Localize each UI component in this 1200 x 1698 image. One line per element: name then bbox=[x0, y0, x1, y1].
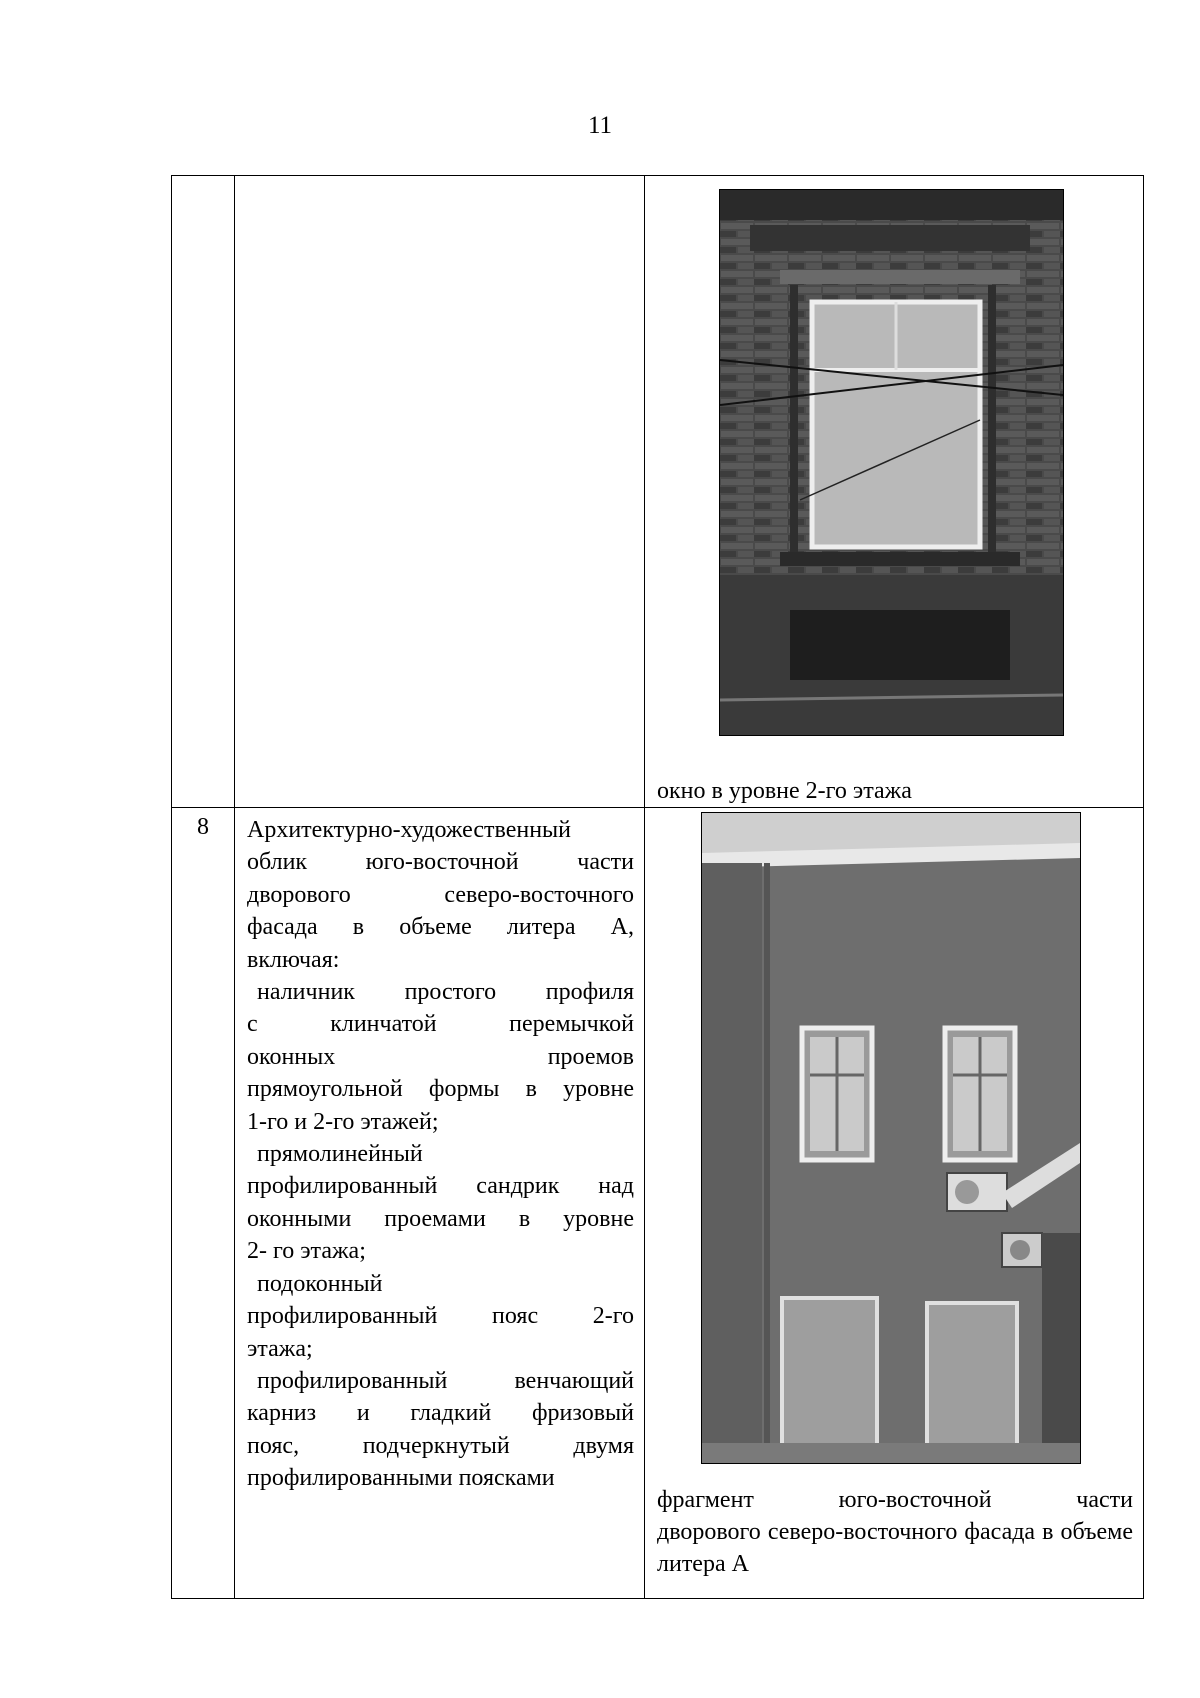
page-number: 11 bbox=[587, 112, 613, 139]
photo-caption-line: фрагмент юго-восточной части bbox=[657, 1487, 1133, 1513]
window-facade-photo-icon bbox=[719, 189, 1064, 736]
description-line: подоконный bbox=[257, 1270, 383, 1297]
table-row bbox=[172, 808, 1144, 1599]
description-line: дворового северо-восточного bbox=[247, 881, 634, 908]
photo-caption-line: дворового северо-восточного фасада в объеме литера А bbox=[657, 1519, 1133, 1577]
photo-caption: окно в уровне 2-го этажа bbox=[657, 778, 912, 804]
description-line: этажа; bbox=[247, 1335, 313, 1362]
description-table bbox=[171, 175, 1144, 1599]
description-line: пояс, подчеркнутый двумя bbox=[247, 1432, 634, 1459]
description-line: 2- го этажа; bbox=[247, 1238, 366, 1265]
photo-cell bbox=[645, 176, 1144, 808]
description-line: 1-го и 2-го этажей; bbox=[247, 1108, 439, 1135]
description-line: наличник простого профиля bbox=[257, 979, 634, 1006]
description-line: облик юго-восточной части bbox=[247, 849, 634, 876]
description-line: прямоугольной формы в уровне bbox=[247, 1076, 634, 1103]
row-number-cell: 8 bbox=[172, 808, 235, 1599]
description-line: профилированный пояс 2-го bbox=[247, 1303, 634, 1330]
table-row bbox=[172, 176, 1144, 808]
description-line: с клинчатой перемычкой bbox=[247, 1011, 634, 1038]
description-line: профилированный сандрик над bbox=[247, 1173, 634, 1200]
facade-fragment-photo-icon bbox=[701, 812, 1081, 1464]
photo-caption bbox=[657, 1484, 1133, 1580]
description-line: карниз и гладкий фризовый bbox=[247, 1400, 634, 1427]
description-cell bbox=[235, 176, 645, 808]
description-line: оконных проемов bbox=[247, 1043, 634, 1070]
description-cell bbox=[235, 808, 645, 1599]
description-line: прямолинейный bbox=[257, 1141, 423, 1168]
description-line: оконными проемами в уровне bbox=[247, 1205, 634, 1232]
description-line: включая: bbox=[247, 946, 340, 973]
description-line: профилированными поясками bbox=[247, 1465, 555, 1492]
row-number-cell bbox=[172, 176, 235, 808]
photo-cell bbox=[645, 808, 1144, 1599]
description-line: Архитектурно-художественный bbox=[247, 817, 572, 843]
description-line: профилированный венчающий bbox=[257, 1367, 634, 1394]
description-line: фасада в объеме литера А, bbox=[247, 914, 634, 941]
